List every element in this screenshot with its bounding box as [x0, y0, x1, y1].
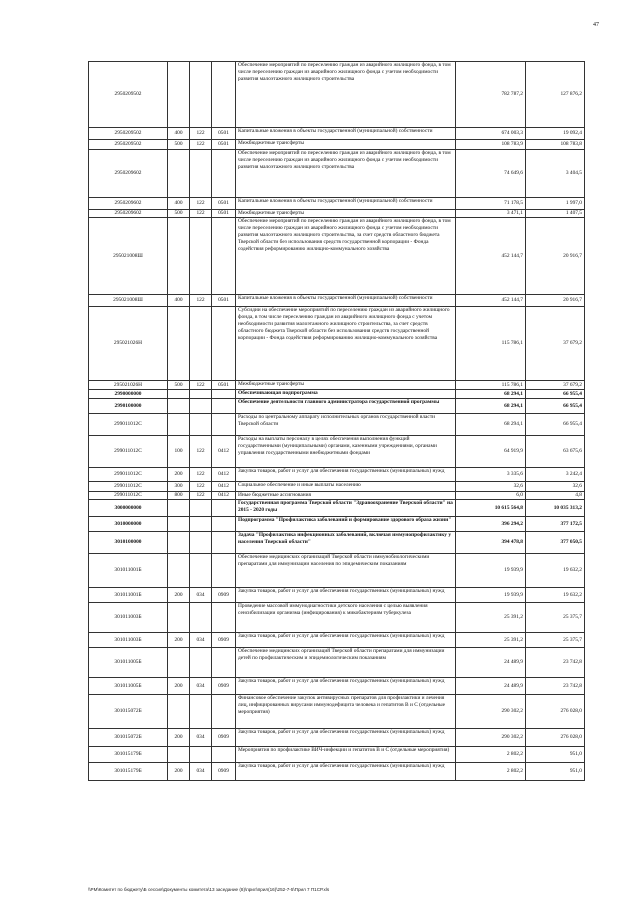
table-row: [89, 436, 585, 468]
table-row: [89, 678, 585, 695]
table-row: [89, 399, 585, 414]
row-value-planned: 24 489,9: [456, 678, 526, 695]
page-number: 47: [593, 22, 599, 28]
row-value-actual: 3 242,4: [526, 468, 585, 482]
row-expense-type: [168, 62, 190, 128]
row-admin-code: [190, 532, 212, 554]
row-code: 299011012С: [89, 436, 168, 468]
row-admin-code: 122: [190, 198, 212, 210]
row-admin-code: 034: [190, 729, 212, 747]
row-code: 301015072Б: [89, 729, 168, 747]
table-row: [89, 648, 585, 678]
table-row: [89, 218, 585, 295]
row-admin-code: [190, 399, 212, 414]
file-path-footer: \\PM\Комитет по бюджету\Б сессия\Документы комитета\13 заседание (8)\прил\прил(16)\252-7-5\Прил 7 П1СР.xls: [88, 887, 330, 892]
table-row: [89, 603, 585, 633]
row-expense-type: 500: [168, 210, 190, 218]
row-name: Обеспечение мероприятий по переселению граждан из аварийного жилищного фонда, в том числе переселению граждан из аварийного жилищного фонда с учетом необходимости развития малоэтажного жилищного строительства, за счет средств областного бюджета Тверской области без использования средств государственной корпорации - Фонда содействия реформированию жилищно-коммунального хозяйства: [236, 218, 456, 295]
row-section-code: 0501: [212, 210, 236, 218]
row-name: Закупка товаров, работ и услуг для обеспечения государственных (муниципальных) нужд: [236, 468, 456, 482]
row-value-planned: 68 294,1: [456, 399, 526, 414]
table-row: [89, 414, 585, 436]
row-value-actual: 37 679,2: [526, 307, 585, 381]
row-value-planned: 25 391,2: [456, 603, 526, 633]
row-name: Социальное обеспечение и иные выплаты населению: [236, 482, 456, 492]
row-expense-type: 100: [168, 436, 190, 468]
row-admin-code: [190, 603, 212, 633]
row-name: Закупка товаров, работ и услуг для обеспечения государственных (муниципальных) нужд: [236, 633, 456, 648]
row-expense-type: 800: [168, 492, 190, 500]
row-code: 301011001Б: [89, 554, 168, 588]
row-value-actual: 276 028,0: [526, 729, 585, 747]
row-admin-code: [190, 747, 212, 763]
row-section-code: 0412: [212, 436, 236, 468]
row-section-code: [212, 307, 236, 381]
row-code: 301011005Б: [89, 648, 168, 678]
table-row: [89, 588, 585, 603]
row-value-actual: 32,6: [526, 482, 585, 492]
row-admin-code: [190, 554, 212, 588]
row-name: Межбюджетные трансферты: [236, 381, 456, 390]
row-code: 301015179Б: [89, 763, 168, 781]
row-name: Обеспечивающая подпрограмма: [236, 390, 456, 399]
row-admin-code: 122: [190, 436, 212, 468]
row-section-code: 0412: [212, 482, 236, 492]
row-code: 3000000000: [89, 500, 168, 517]
row-value-actual: 19 632,2: [526, 554, 585, 588]
table-row: [89, 500, 585, 517]
row-value-actual: 23 742,8: [526, 678, 585, 695]
row-value-actual: 66 955,4: [526, 399, 585, 414]
row-name: Проведение массовой иммунодиагностики детского населения с целью выявления сенсибилизации организма (инфицирования) к микобактериям туберкулеза: [236, 603, 456, 633]
row-name: Капитальные вложения в объекты государственной (муниципальной) собственности: [236, 198, 456, 210]
row-name: Капитальные вложения в объекты государственной (муниципальной) собственности: [236, 128, 456, 140]
row-expense-type: [168, 517, 190, 532]
row-value-planned: 2 802,2: [456, 747, 526, 763]
row-code: 2950209602: [89, 150, 168, 198]
row-value-actual: 25 375,7: [526, 633, 585, 648]
row-code: 2990100000: [89, 399, 168, 414]
row-expense-type: [168, 307, 190, 381]
row-expense-type: 200: [168, 588, 190, 603]
row-name: Расходы по центральному аппарату исполнительных органов государственной власти Тверской области: [236, 414, 456, 436]
row-section-code: 0909: [212, 588, 236, 603]
row-admin-code: 122: [190, 140, 212, 150]
row-value-actual: 4,8: [526, 492, 585, 500]
row-expense-type: [168, 150, 190, 198]
row-value-planned: 6,0: [456, 492, 526, 500]
row-code: 299011012С: [89, 414, 168, 436]
budget-table: [88, 61, 585, 781]
row-value-planned: 3 335,6: [456, 468, 526, 482]
row-section-code: [212, 517, 236, 532]
row-value-planned: 3 471,1: [456, 210, 526, 218]
row-section-code: [212, 218, 236, 295]
row-name: Межбюджетные трансферты: [236, 140, 456, 150]
row-value-planned: 25 391,2: [456, 633, 526, 648]
row-expense-type: 500: [168, 140, 190, 150]
row-section-code: [212, 500, 236, 517]
row-value-actual: 377 172,5: [526, 517, 585, 532]
row-admin-code: [190, 517, 212, 532]
table-row: [89, 763, 585, 781]
table-row: [89, 554, 585, 588]
row-expense-type: 200: [168, 468, 190, 482]
row-admin-code: [190, 390, 212, 399]
row-expense-type: [168, 500, 190, 517]
row-value-planned: 2 802,2: [456, 763, 526, 781]
row-value-actual: 19 092,4: [526, 128, 585, 140]
row-value-actual: 127 876,2: [526, 62, 585, 128]
table-row: [89, 295, 585, 307]
row-value-actual: 377 050,5: [526, 532, 585, 554]
row-value-planned: 115 786,1: [456, 307, 526, 381]
row-code: 299011012С: [89, 482, 168, 492]
row-expense-type: 300: [168, 482, 190, 492]
row-value-planned: 32,6: [456, 482, 526, 492]
row-value-planned: 115 786,1: [456, 381, 526, 390]
table-row: [89, 381, 585, 390]
row-admin-code: 122: [190, 381, 212, 390]
row-expense-type: [168, 554, 190, 588]
row-section-code: [212, 695, 236, 729]
row-name: Закупка товаров, работ и услуг для обеспечения государственных (муниципальных) нужд: [236, 588, 456, 603]
row-expense-type: [168, 648, 190, 678]
row-section-code: [212, 554, 236, 588]
row-admin-code: 122: [190, 210, 212, 218]
row-section-code: 0412: [212, 468, 236, 482]
row-name: Закупка товаров, работ и услуг для обеспечения государственных (муниципальных) нужд: [236, 729, 456, 747]
row-section-code: [212, 648, 236, 678]
row-admin-code: [190, 218, 212, 295]
row-admin-code: [190, 500, 212, 517]
row-value-actual: 20 916,7: [526, 295, 585, 307]
row-expense-type: [168, 399, 190, 414]
row-admin-code: [190, 695, 212, 729]
row-code: 3010100000: [89, 532, 168, 554]
row-code: 2950209602: [89, 198, 168, 210]
row-admin-code: [190, 648, 212, 678]
row-value-planned: 782 787,2: [456, 62, 526, 128]
row-section-code: 0412: [212, 492, 236, 500]
row-code: 3010000000: [89, 517, 168, 532]
row-admin-code: 122: [190, 482, 212, 492]
row-code: 299011012С: [89, 468, 168, 482]
row-code: 295021008Ш: [89, 218, 168, 295]
table-row: [89, 517, 585, 532]
row-value-planned: 290 302,2: [456, 729, 526, 747]
row-admin-code: 034: [190, 763, 212, 781]
row-admin-code: [190, 150, 212, 198]
row-name: Обеспечение мероприятий по переселению граждан из аварийного жилищного фонда, в том числе переселению граждан из аварийного жилищного фонда с учетом необходимости развития малоэтажного жилищного строительства: [236, 150, 456, 198]
row-value-actual: 66 955,4: [526, 390, 585, 399]
row-value-actual: 108 783,8: [526, 140, 585, 150]
row-value-actual: 63 675,6: [526, 436, 585, 468]
table-row: [89, 140, 585, 150]
row-value-planned: 71 178,5: [456, 198, 526, 210]
row-name: Закупка товаров, работ и услуг для обеспечения государственных (муниципальных) нужд: [236, 678, 456, 695]
row-value-actual: 20 916,7: [526, 218, 585, 295]
row-name: Обеспечение деятельности главного администратора государственной программы: [236, 399, 456, 414]
row-name: Задача "Профилактика инфекционных заболеваний, включая иммунопрофилактику у населения Тверской области": [236, 532, 456, 554]
table-row: [89, 210, 585, 218]
row-section-code: 0501: [212, 381, 236, 390]
row-section-code: 0501: [212, 140, 236, 150]
row-code: 295021008Ш: [89, 295, 168, 307]
row-section-code: [212, 747, 236, 763]
row-admin-code: 034: [190, 588, 212, 603]
row-expense-type: 400: [168, 128, 190, 140]
row-code: 295021026Н: [89, 307, 168, 381]
row-value-actual: 276 028,0: [526, 695, 585, 729]
table-row: [89, 150, 585, 198]
row-admin-code: [190, 414, 212, 436]
row-section-code: 0909: [212, 729, 236, 747]
row-value-actual: 10 035 313,2: [526, 500, 585, 517]
row-value-planned: 10 615 564,8: [456, 500, 526, 517]
row-admin-code: 122: [190, 295, 212, 307]
row-expense-type: 500: [168, 381, 190, 390]
row-section-code: 0501: [212, 198, 236, 210]
row-expense-type: [168, 747, 190, 763]
row-name: Иные бюджетные ассигнования: [236, 492, 456, 500]
table-row: [89, 62, 585, 128]
row-code: 301011005Б: [89, 678, 168, 695]
row-expense-type: [168, 532, 190, 554]
row-name: Межбюджетные трансферты: [236, 210, 456, 218]
row-expense-type: 200: [168, 678, 190, 695]
row-section-code: [212, 62, 236, 128]
row-value-planned: 19 939,9: [456, 588, 526, 603]
row-value-actual: 19 632,2: [526, 588, 585, 603]
row-section-code: 0909: [212, 763, 236, 781]
row-value-planned: 19 939,9: [456, 554, 526, 588]
row-value-planned: 452 144,7: [456, 295, 526, 307]
row-value-planned: 108 783,9: [456, 140, 526, 150]
row-expense-type: [168, 603, 190, 633]
row-admin-code: 034: [190, 633, 212, 648]
row-value-actual: 66 955,4: [526, 414, 585, 436]
row-expense-type: [168, 414, 190, 436]
table-row: [89, 482, 585, 492]
row-code: 299011012С: [89, 492, 168, 500]
row-value-planned: 396 294,2: [456, 517, 526, 532]
row-code: 2950209502: [89, 128, 168, 140]
row-expense-type: 400: [168, 198, 190, 210]
row-name: Мероприятия по профилактике ВИЧ-инфекции и гепатитов В и С (отдельные мероприятия): [236, 747, 456, 763]
row-code: 2990000000: [89, 390, 168, 399]
row-name: Государственная программа Тверской области "Здравоохранение Тверской области" на 2015 - 2020 годы: [236, 500, 456, 517]
row-value-actual: 1 407,5: [526, 210, 585, 218]
row-code: 301011001Б: [89, 588, 168, 603]
row-expense-type: [168, 695, 190, 729]
row-section-code: 0501: [212, 295, 236, 307]
table-row: [89, 307, 585, 381]
table-row: [89, 633, 585, 648]
row-value-planned: 394 478,8: [456, 532, 526, 554]
row-expense-type: 200: [168, 763, 190, 781]
row-expense-type: [168, 390, 190, 399]
row-name: Подпрограмма "Профилактика заболеваний и формирование здорового образа жизни": [236, 517, 456, 532]
row-admin-code: 122: [190, 468, 212, 482]
row-value-actual: 951,0: [526, 747, 585, 763]
row-admin-code: [190, 62, 212, 128]
row-code: 301015179Б: [89, 747, 168, 763]
row-value-actual: 1 997,0: [526, 198, 585, 210]
row-name: Обеспечение медицинских организаций Тверской области препаратами для иммунизации детей по профилактическим и эпидемиологическим показаниям: [236, 648, 456, 678]
row-value-planned: 64 919,9: [456, 436, 526, 468]
row-value-actual: 951,0: [526, 763, 585, 781]
row-value-planned: 24 489,9: [456, 648, 526, 678]
row-expense-type: 400: [168, 295, 190, 307]
row-name: Субсидии на обеспечение мероприятий по переселению граждан из аварийного жилищного фонда, в том числе переселению граждан из аварийного жилищного фонда с учетом необходимости развития малоэтажного жилищного строительства, за счет средств областного бюджета Тверской области без использования средств государственной корпорации - Фонда содействия реформированию жилищно-коммунального хозяйства: [236, 307, 456, 381]
row-expense-type: [168, 218, 190, 295]
row-value-planned: 290 302,2: [456, 695, 526, 729]
table-row: [89, 468, 585, 482]
row-value-planned: 68 294,1: [456, 390, 526, 399]
row-section-code: 0909: [212, 633, 236, 648]
table-row: [89, 729, 585, 747]
row-admin-code: 122: [190, 492, 212, 500]
row-section-code: [212, 532, 236, 554]
row-name: Обеспечение медицинских организаций Тверской области иммунобиологическими препаратами для иммунизации населения по эпидемическим показаниям: [236, 554, 456, 588]
row-admin-code: 122: [190, 128, 212, 140]
row-section-code: [212, 414, 236, 436]
row-section-code: [212, 390, 236, 399]
row-code: 301011003Б: [89, 603, 168, 633]
row-name: Капитальные вложения в объекты государственной (муниципальной) собственности: [236, 295, 456, 307]
table-row: [89, 390, 585, 399]
row-code: 2950209602: [89, 210, 168, 218]
row-code: 2950209502: [89, 62, 168, 128]
row-value-actual: 23 742,8: [526, 648, 585, 678]
table-row: [89, 532, 585, 554]
row-expense-type: 200: [168, 729, 190, 747]
row-code: 295021026Н: [89, 381, 168, 390]
row-value-actual: 37 679,2: [526, 381, 585, 390]
row-value-actual: 25 375,7: [526, 603, 585, 633]
row-value-actual: 3 404,5: [526, 150, 585, 198]
row-expense-type: 200: [168, 633, 190, 648]
row-section-code: [212, 603, 236, 633]
table-row: [89, 128, 585, 140]
row-section-code: 0501: [212, 128, 236, 140]
table-row: [89, 492, 585, 500]
table-row: [89, 747, 585, 763]
table-body: [89, 62, 585, 781]
row-section-code: [212, 399, 236, 414]
row-name: Закупка товаров, работ и услуг для обеспечения государственных (муниципальных) нужд: [236, 763, 456, 781]
row-section-code: [212, 150, 236, 198]
row-name: Расходы на выплаты персоналу в целях обеспечения выполнения функций государственными (муниципальными) органами, казенными учреждениями, органами управления государственными внебюджетными фондами: [236, 436, 456, 468]
row-value-planned: 74 649,6: [456, 150, 526, 198]
row-code: 2950209502: [89, 140, 168, 150]
row-admin-code: 034: [190, 678, 212, 695]
row-value-planned: 452 144,7: [456, 218, 526, 295]
row-name: Обеспечение мероприятий по переселению граждан из аварийного жилищного фонда, в том числе переселению граждан из аварийного жилищного фонда с учетом необходимости развития малоэтажного жилищного строительства: [236, 62, 456, 128]
table-row: [89, 198, 585, 210]
row-code: 301011003Б: [89, 633, 168, 648]
row-code: 301015072Б: [89, 695, 168, 729]
row-value-planned: 68 294,1: [456, 414, 526, 436]
row-section-code: 0909: [212, 678, 236, 695]
row-value-planned: 674 003,3: [456, 128, 526, 140]
table-row: [89, 695, 585, 729]
row-admin-code: [190, 307, 212, 381]
row-name: Финансовое обеспечение закупок антивирусных препаратов для профилактики и лечения лиц, инфицированных вирусами иммунодефицита человека и гепатитов В и С (отдельные мероприятия): [236, 695, 456, 729]
